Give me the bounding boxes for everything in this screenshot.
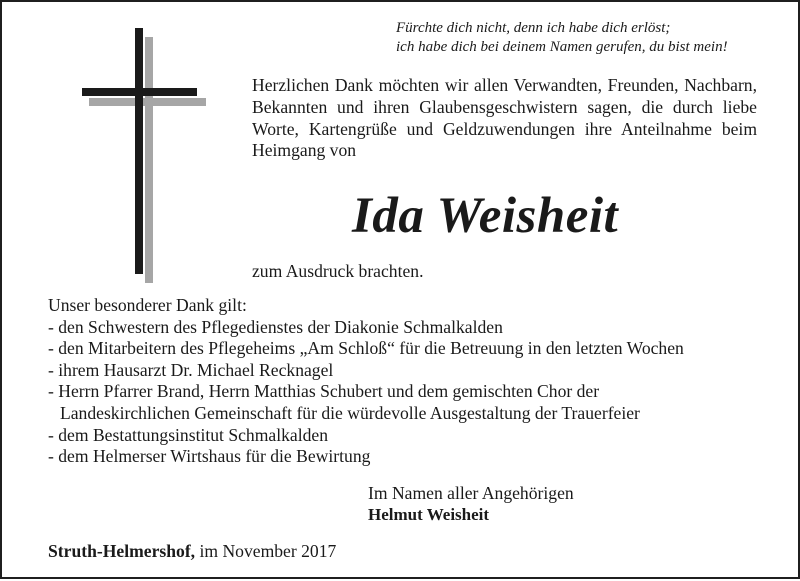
deceased-name: Ida Weisheit (352, 188, 619, 244)
thanks-item: - ihrem Hausarzt Dr. Michael Recknagel (48, 359, 334, 380)
place-name: Struth-Helmershof, (48, 541, 196, 561)
thanks-section (48, 295, 768, 468)
thanks-item: - dem Helmerser Wirtshaus für die Bewirtung (48, 446, 371, 467)
thanks-item: - Herrn Pfarrer Brand, Herrn Matthias Schubert und dem gemischten Chor der Landeskirchlichen Gemeinschaft für die würdevolle Ausgestaltung der Trauerfeier (48, 381, 640, 423)
intro-text: Herzlichen Dank möchten wir allen Verwandten, Freunden, Nachbarn, Bekannten und ihren Glaubensgeschwistern sagen, die durch liebe Worte, Kartengrüße und Geldzuwendungen ihre Anteilnahme beim Heimgang von (252, 75, 757, 161)
date: im November 2017 (199, 541, 337, 561)
signature-name: Helmut Weisheit (368, 505, 490, 524)
bible-verse (396, 19, 756, 57)
closing-phrase: zum Ausdruck brachten. (252, 261, 424, 281)
place-date (48, 541, 336, 562)
thanks-item: - den Mitarbeitern des Pflegeheims „Am Schloß“ für die Betreuung in den letzten Wochen (48, 338, 684, 359)
signature-line: Im Namen aller Angehörigen (368, 483, 574, 503)
verse-line-1: Fürchte dich nicht, denn ich habe dich erlöst; (396, 20, 671, 36)
thanks-heading: Unser besonderer Dank gilt: (48, 295, 247, 315)
verse-line-2: ich habe dich bei deinem Namen gerufen, du bist mein! (396, 39, 728, 55)
thanks-item: - dem Bestattungsinstitut Schmalkalden (48, 424, 328, 445)
thanks-item: - den Schwestern des Pflegedienstes der Diakonie Schmalkalden (48, 316, 503, 337)
